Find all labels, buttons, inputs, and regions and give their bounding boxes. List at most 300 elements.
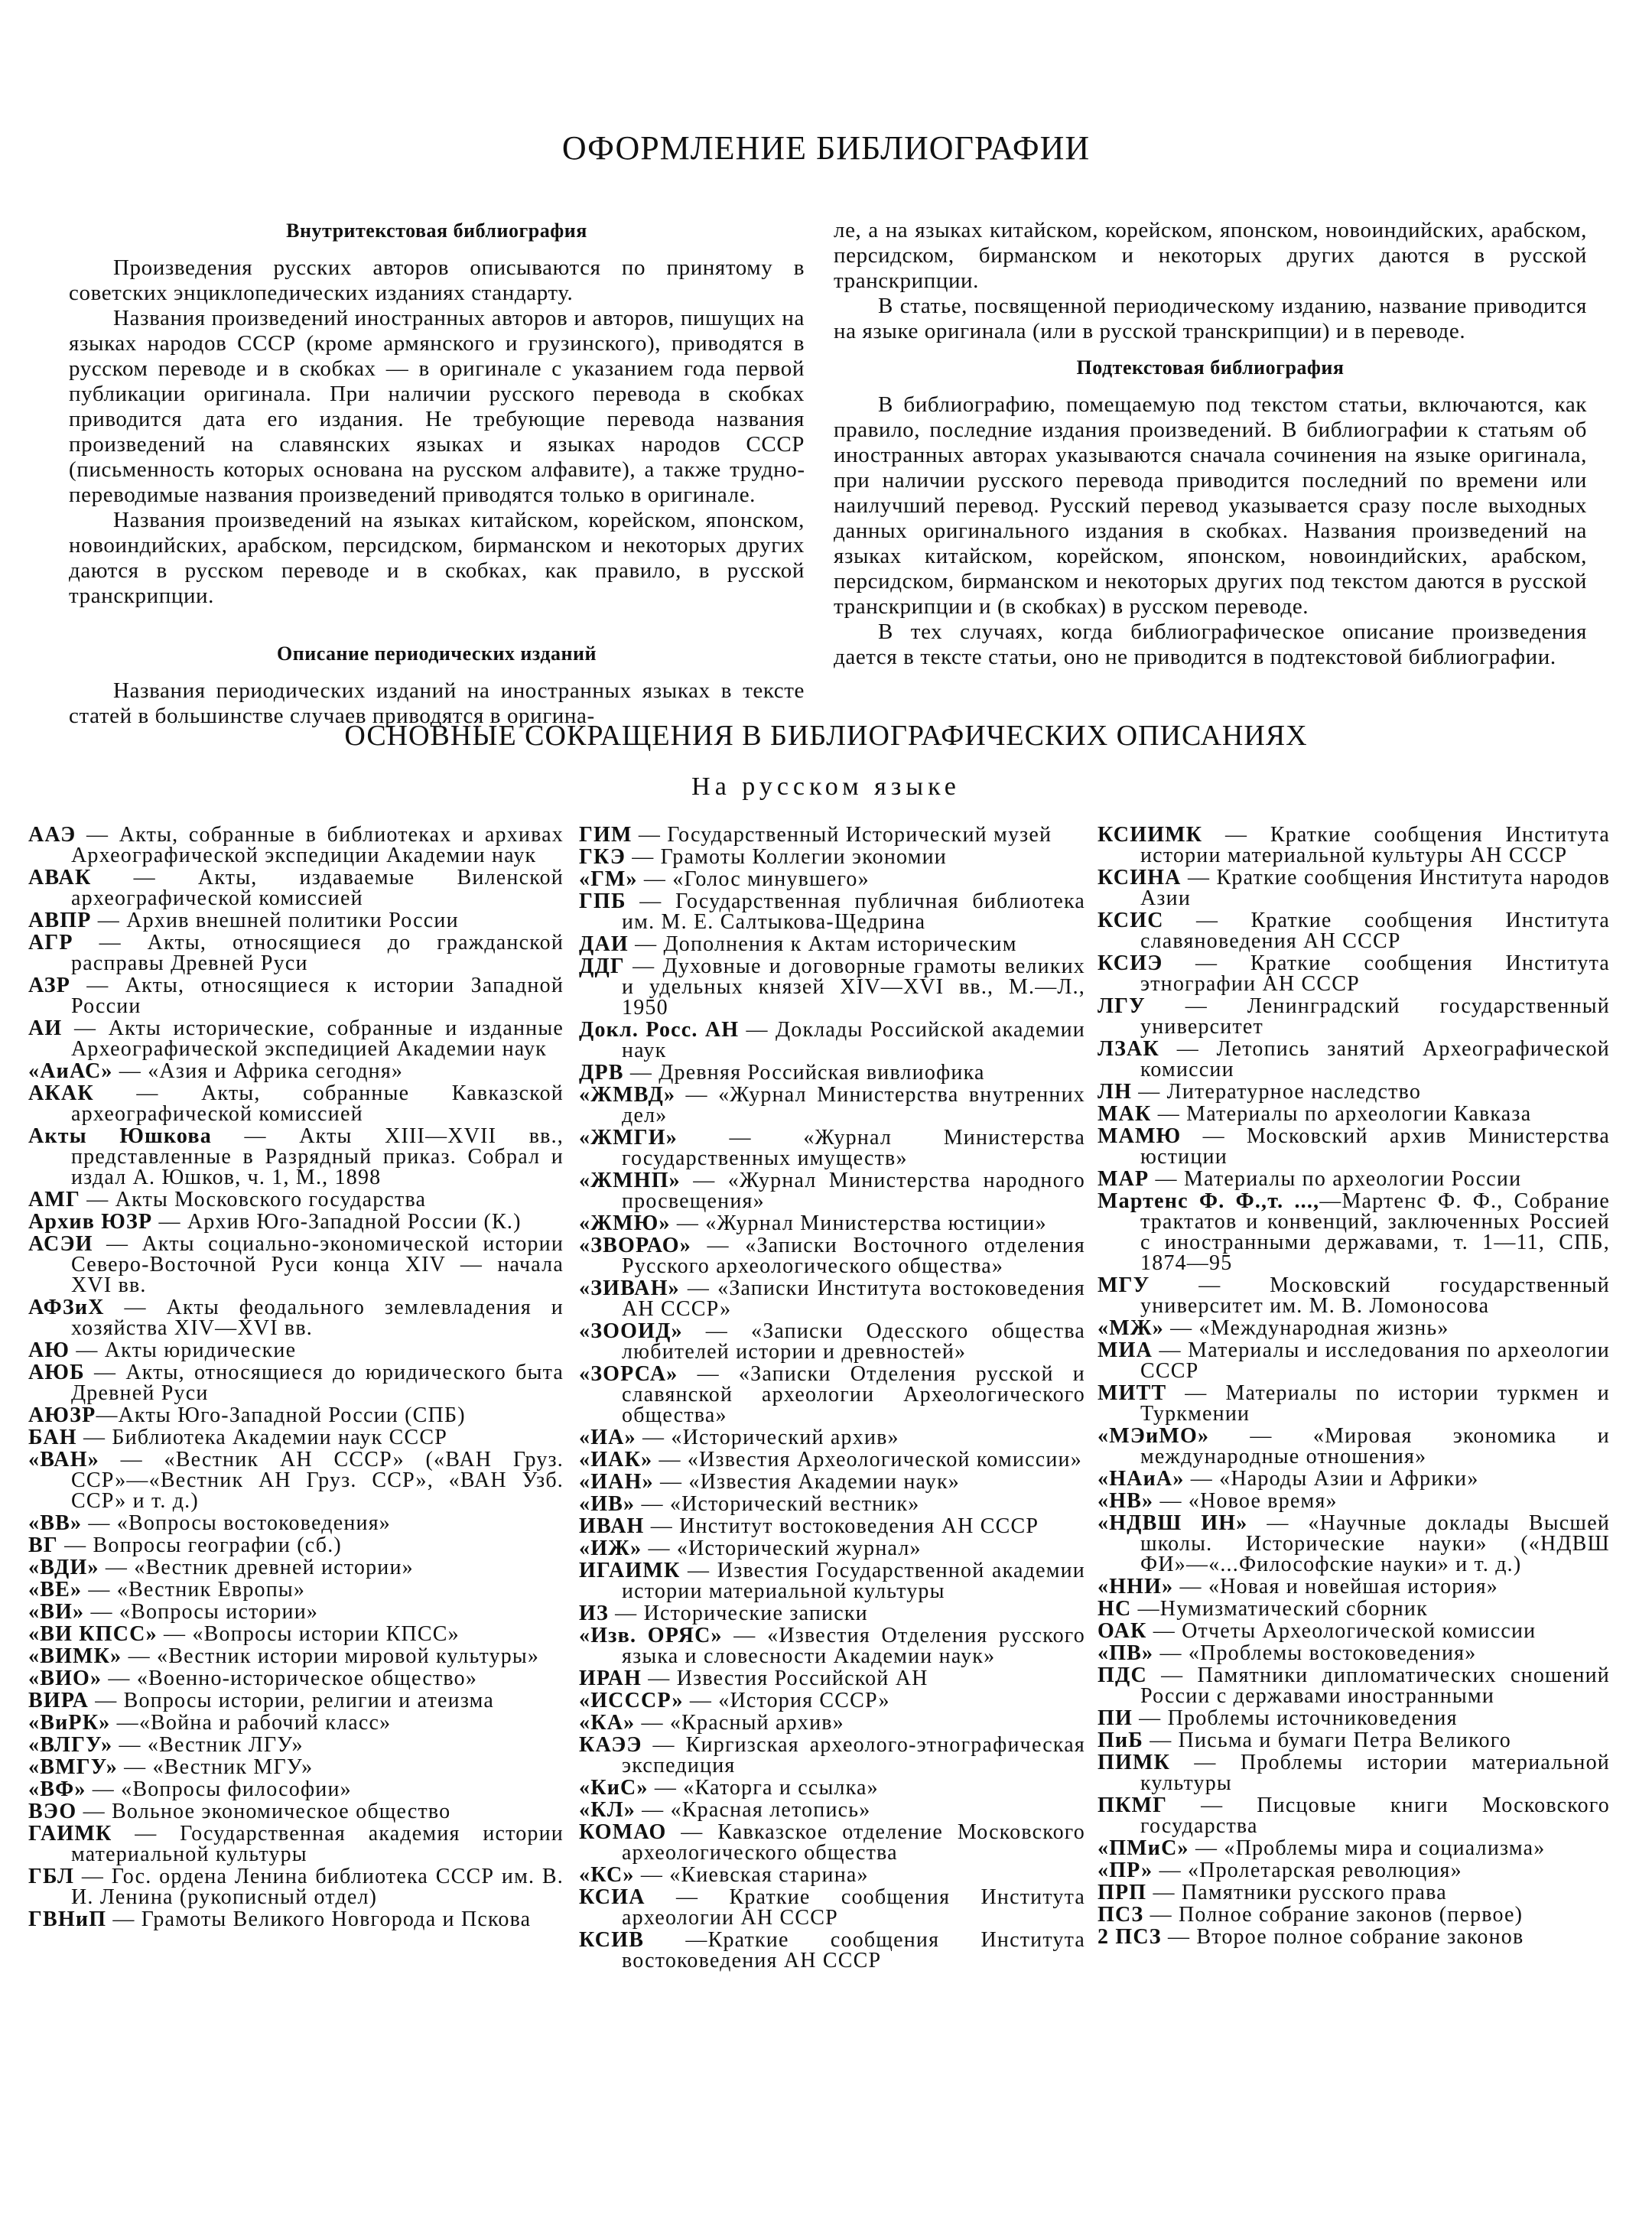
abbreviation-entry bbox=[579, 1321, 1085, 1362]
abbreviation-term: АМГ bbox=[28, 1188, 81, 1211]
abbreviation-definition: — Древняя Российская вивлиофика bbox=[623, 1061, 985, 1085]
abbreviation-definition: —Краткие сообщения Института востоковедения АН СССР bbox=[622, 1928, 1085, 1972]
abbreviation-term: ВИРА bbox=[28, 1689, 89, 1712]
abbreviation-definition: — «Вестник истории мировой культуры» bbox=[122, 1644, 540, 1668]
abbreviation-entry bbox=[28, 1126, 564, 1188]
abbreviation-entry bbox=[28, 1405, 564, 1426]
abbreviation-entry bbox=[28, 1211, 564, 1232]
abbreviation-entry bbox=[28, 1083, 564, 1124]
abbreviation-term: «ВИ КПСС» bbox=[28, 1622, 158, 1646]
abbreviation-definition: — Государственная академия истории материальной культуры bbox=[71, 1822, 564, 1866]
abbreviation-entry bbox=[1098, 1927, 1610, 1947]
paragraph: Названия произведений на языках китайском, корейском, японском, новоиндийских, арабском, персидском, бирманском и некоторых других даются в русском переводе и в скобках, как правило, в русской транскрипции. bbox=[69, 508, 805, 608]
abbreviation-entry bbox=[579, 1427, 1085, 1448]
abbreviation-entry bbox=[28, 1234, 564, 1296]
abbreviation-entry bbox=[28, 1668, 564, 1689]
abbreviation-term: «ИАК» bbox=[579, 1448, 653, 1472]
abbreviation-definition: — Киргизская археолого-этнографическая экспедиция bbox=[622, 1733, 1085, 1777]
abbreviation-term: «ЖМВД» bbox=[579, 1083, 676, 1107]
abbreviation-term: «ПР» bbox=[1098, 1859, 1153, 1882]
abbreviation-entry bbox=[1098, 1904, 1610, 1925]
abbreviation-definition: — Гос. ордена Ленина библиотека СССР им. В. И. Ленина (рукописный отдел) bbox=[71, 1865, 564, 1909]
abbreviation-term: ГБЛ bbox=[28, 1865, 75, 1888]
abbreviation-entry bbox=[28, 1018, 564, 1059]
abbreviation-definition: — «Новое время» bbox=[1153, 1489, 1338, 1513]
abbreviation-entry bbox=[1098, 1752, 1610, 1794]
abbreviation-definition: — «Журнал Министерства народного просвещения» bbox=[622, 1169, 1085, 1213]
abbreviation-definition: — «Журнал Министерства внутренних дел» bbox=[622, 1083, 1085, 1127]
abbreviation-definition: — Московский архив Министерства юстиции bbox=[1140, 1124, 1610, 1169]
abbreviation-term: Мартенс Ф. Ф.,т. ..., bbox=[1098, 1189, 1320, 1213]
abbreviation-definition: — «История СССР» bbox=[683, 1689, 890, 1712]
abbreviation-term: ЛЗАК bbox=[1098, 1037, 1159, 1061]
abbreviation-entry bbox=[1098, 1795, 1610, 1836]
paragraph: Произведения русских авторов описываются по принятому в советских энциклопедических изданиях стандарту. bbox=[69, 255, 805, 305]
abbreviation-definition: — «Проблемы мира и социализма» bbox=[1189, 1836, 1546, 1860]
abbreviation-term: КАЭЭ bbox=[579, 1733, 642, 1757]
abbreviation-definition: — Краткие сообщения Института истории материальной культуры АН СССР bbox=[1140, 823, 1610, 867]
abbreviation-definition: —Нумизматический сборник bbox=[1131, 1597, 1428, 1621]
abbreviation-definition: — Проблемы источниковедения bbox=[1132, 1706, 1458, 1730]
abbreviation-term: ГИМ bbox=[579, 823, 633, 847]
abbreviation-term: «ВАН» bbox=[28, 1448, 99, 1472]
abbreviation-definition: — «Записки Института востоковедения АН СССР» bbox=[622, 1276, 1085, 1321]
abbreviation-term: АКАК bbox=[28, 1081, 94, 1105]
abbreviation-entry bbox=[579, 891, 1085, 932]
abbreviation-term: «ННИ» bbox=[1098, 1575, 1174, 1598]
abbreviation-entry bbox=[28, 1712, 564, 1733]
abbreviation-entry bbox=[579, 1449, 1085, 1470]
abbreviation-definition: — Материалы по археологии Кавказа bbox=[1151, 1102, 1532, 1126]
abbreviation-entry bbox=[579, 956, 1085, 1018]
abbreviation-entry bbox=[579, 1603, 1085, 1624]
abbreviation-term: «НДВШ ИН» bbox=[1098, 1511, 1248, 1535]
abbreviation-definition: — «Журнал Министерства государственных имуществ» bbox=[622, 1126, 1085, 1170]
abbreviation-definition: — Материалы по археологии России bbox=[1149, 1167, 1522, 1191]
abbreviation-entry bbox=[579, 1930, 1085, 1971]
abbreviation-entry bbox=[1098, 1860, 1610, 1881]
abbreviation-entry bbox=[1098, 1468, 1610, 1489]
abbreviation-entry bbox=[579, 1494, 1085, 1514]
abbreviation-term: 2 ПСЗ bbox=[1098, 1925, 1162, 1949]
abbreviation-term: АСЭИ bbox=[28, 1232, 93, 1256]
abbreviation-definition: — Государственный Исторический музей bbox=[632, 823, 1052, 847]
abbreviation-entry bbox=[579, 1560, 1085, 1602]
paragraph: В статье, посвященной периодическому изданию, название приводится на языке оригинала (или в русской транскрипции) и в переводе. bbox=[834, 294, 1587, 343]
abbreviation-definition: — Акты феодального землевладения и хозяйства XIV—XVI вв. bbox=[71, 1296, 564, 1340]
abbreviation-entry bbox=[579, 1822, 1085, 1863]
abbreviation-definition: — «Вестник МГУ» bbox=[117, 1755, 314, 1779]
abbreviation-entry bbox=[579, 1235, 1085, 1276]
abbreviation-term: ВЭО bbox=[28, 1800, 77, 1823]
abbreviation-entry bbox=[579, 1170, 1085, 1211]
abbreviation-entry bbox=[579, 1887, 1085, 1928]
abbreviation-definition: — Акты социально-экономической истории Северо-Восточной Руси конца XIV — начала XVI вв. bbox=[71, 1232, 564, 1297]
abbreviation-entry bbox=[1098, 1708, 1610, 1729]
abbreviation-definition: — «Азия и Африка сегодня» bbox=[112, 1059, 404, 1083]
abbreviation-entry bbox=[1098, 1426, 1610, 1467]
abbreviation-term: «КиС» bbox=[579, 1776, 649, 1800]
abbreviation-definition: — Исторические записки bbox=[608, 1602, 868, 1625]
abbreviation-term: Акты Юшкова bbox=[28, 1124, 212, 1148]
abbreviation-definition: — Дополнения к Актам историческим bbox=[628, 932, 1017, 956]
abbreviation-term: ВГ bbox=[28, 1533, 58, 1557]
abbreviation-entry bbox=[28, 1823, 564, 1865]
abbreviation-term: «ЗИВАН» bbox=[579, 1276, 680, 1300]
abbreviation-entry bbox=[28, 1909, 564, 1930]
abbreviation-entry bbox=[1098, 1576, 1610, 1597]
abbreviation-entry bbox=[579, 1127, 1085, 1169]
abbreviation-entry bbox=[28, 1690, 564, 1711]
abbreviation-entry bbox=[28, 1061, 564, 1081]
abbreviation-term: «ВиРК» bbox=[28, 1711, 111, 1735]
abbreviation-term: АЮ bbox=[28, 1338, 70, 1362]
abbreviation-entry bbox=[579, 1712, 1085, 1733]
abbreviation-term: «ЗВОРАО» bbox=[579, 1234, 691, 1257]
abbreviation-definition: — Акты, относящиеся к истории Западной России bbox=[70, 974, 564, 1018]
abbreviation-definition: — Вопросы географии (сб.) bbox=[57, 1533, 342, 1557]
abbreviation-entry bbox=[579, 1213, 1085, 1234]
abbreviation-entry bbox=[1098, 953, 1610, 994]
abbreviation-entry bbox=[579, 1735, 1085, 1776]
abbreviation-term: «ИЖ» bbox=[579, 1537, 642, 1560]
abbreviation-definition: — «Пролетарская революция» bbox=[1153, 1859, 1462, 1882]
paragraph: В тех случаях, когда библиографическое описание произведения дается в тексте статьи, оно не приводится в подтекстовой библиографии. bbox=[834, 620, 1587, 669]
abbreviation-definition: — Акты Московского государства bbox=[80, 1188, 427, 1211]
abbreviation-term: МИТТ bbox=[1098, 1381, 1167, 1405]
abbreviation-term: «ВЛГУ» bbox=[28, 1733, 113, 1757]
abbreviation-term: АВАК bbox=[28, 866, 92, 889]
abbreviation-definition: — Известия Государственной академии истории материальной культуры bbox=[622, 1559, 1085, 1603]
abbreviation-term: МИА bbox=[1098, 1338, 1153, 1362]
abbreviation-entry bbox=[579, 1538, 1085, 1559]
abbreviation-term: АИ bbox=[28, 1016, 63, 1040]
abbreviation-term: «ВЕ» bbox=[28, 1578, 83, 1602]
abbreviation-entry bbox=[1098, 1340, 1610, 1381]
abbreviation-term: «ГМ» bbox=[579, 867, 638, 891]
abbreviation-term: ЛН bbox=[1098, 1080, 1133, 1104]
abbreviation-term: ДДГ bbox=[579, 955, 625, 978]
abbreviation-definition: — Институт востоковедения АН СССР bbox=[644, 1514, 1039, 1538]
abbreviation-definition: — Государственная публичная библиотека им. М. Е. Салтыкова-Щедрина bbox=[622, 889, 1085, 934]
abbreviation-term: ИВАН bbox=[579, 1514, 645, 1538]
abbreviation-term: БАН bbox=[28, 1426, 77, 1449]
abbreviation-definition: — Памятники дипломатических сношений России с державами иностранными bbox=[1140, 1664, 1610, 1708]
abbreviation-definition: — Архив Юго-Западной России (К.) bbox=[152, 1210, 522, 1234]
abbreviation-definition: — «Вестник АН СССР» («ВАН Груз. ССР»—«Вестник АН Груз. ССР», «ВАН Узб. ССР» и т. д.) bbox=[71, 1448, 564, 1513]
abbreviation-term: ИГАИМК bbox=[579, 1559, 681, 1582]
abbreviation-term: «НВ» bbox=[1098, 1489, 1154, 1513]
abbreviation-term: Докл. Росс. АН bbox=[579, 1018, 740, 1042]
abbreviation-entry bbox=[1098, 1191, 1610, 1273]
abbreviation-definition: — Акты XIII—XVII вв., представленные в Разрядный приказ. Собрал и издал А. Юшков, ч. 1, М., 1898 bbox=[71, 1124, 564, 1189]
abbreviation-entry bbox=[1098, 824, 1610, 866]
abbreviation-definition: — «Киевская старина» bbox=[634, 1863, 869, 1887]
abbreviation-entry bbox=[579, 824, 1085, 845]
abbreviation-definition: — «Журнал Министерства юстиции» bbox=[670, 1211, 1047, 1235]
abbreviation-term: «МЖ» bbox=[1098, 1316, 1164, 1340]
abbreviation-term: ПИМК bbox=[1098, 1751, 1171, 1774]
abbreviation-definition: — Акты, относящиеся до гражданской расправы Древней Руси bbox=[71, 931, 564, 975]
column-left bbox=[69, 218, 805, 729]
abbreviation-definition: — Известия Российской АН bbox=[642, 1667, 928, 1690]
abbreviation-term: «МЭиМО» bbox=[1098, 1424, 1210, 1448]
abbreviation-definition: — Памятники русского права bbox=[1146, 1881, 1447, 1904]
abbreviation-entry bbox=[1098, 910, 1610, 951]
abbreviation-entry bbox=[28, 1646, 564, 1667]
abbreviation-definition: — «Народы Азии и Африки» bbox=[1184, 1467, 1479, 1491]
abbreviation-term: ИРАН bbox=[579, 1667, 642, 1690]
abbreviation-entry bbox=[28, 1362, 564, 1403]
abbreviation-entry bbox=[1098, 1621, 1610, 1641]
abbreviation-term: «ИСССР» bbox=[579, 1689, 684, 1712]
abbreviation-definition: — «Записки Одесского общества любителей истории и древностей» bbox=[622, 1319, 1085, 1364]
abbreviations-title: ОСНОВНЫЕ СОКРАЩЕНИЯ В БИБЛИОГРАФИЧЕСКИХ ОПИСАНИЯХ bbox=[344, 720, 1308, 752]
abbreviation-term: «КЛ» bbox=[579, 1798, 636, 1822]
abbreviation-definition: — «Проблемы востоковедения» bbox=[1153, 1641, 1477, 1665]
section-heading-periodicals: Описание периодических изданий bbox=[277, 642, 597, 665]
abbreviation-term: КОМАО bbox=[579, 1820, 667, 1844]
abbreviation-entry bbox=[28, 1340, 564, 1361]
abbreviation-definition: — «Вопросы философии» bbox=[86, 1777, 352, 1801]
abbreviation-definition: —Мартенс Ф. Ф., Собрание трактатов и конвенций, заключенных Россией с иностранными державами, т. 1—11, СПБ, 1874—95 bbox=[1140, 1189, 1610, 1275]
abbreviation-entry bbox=[1098, 1665, 1610, 1706]
abbreviation-definition: — Ленинградский государственный университет bbox=[1140, 994, 1610, 1039]
abbreviation-entry bbox=[579, 1364, 1085, 1426]
abbreviation-definition: — Московский государственный университет им. М. В. Ломоносова bbox=[1140, 1273, 1610, 1318]
abbreviation-definition: — «Вопросы востоковедения» bbox=[82, 1511, 391, 1535]
abbreviation-entry bbox=[1098, 1039, 1610, 1080]
abbreviation-term: «НАиА» bbox=[1098, 1467, 1185, 1491]
abbreviation-entry bbox=[28, 1602, 564, 1622]
abbreviation-definition: — Писцовые книги Московского государства bbox=[1140, 1794, 1610, 1838]
abbreviation-term: МАР bbox=[1098, 1167, 1150, 1191]
abbreviation-definition: — «Записки Отделения русской и славянской археологии Археологического общества» bbox=[622, 1362, 1085, 1427]
abbreviation-definition: — «Вопросы истории КПСС» bbox=[157, 1622, 460, 1646]
abbreviation-definition: — «Известия Археологической комиссии» bbox=[652, 1448, 1082, 1472]
abbreviation-definition: — Акты, издаваемые Виленской археографической комиссией bbox=[71, 866, 564, 910]
abbreviation-term: АФЗиХ bbox=[28, 1296, 105, 1319]
abbreviation-term: «ВИМК» bbox=[28, 1644, 122, 1668]
abbreviation-term: «ПМиС» bbox=[1098, 1836, 1189, 1860]
abbreviation-term: ГВНиП bbox=[28, 1907, 107, 1931]
abbreviation-entry bbox=[28, 1866, 564, 1907]
paragraph: Названия периодических изданий на иностранных языках в тексте статей в большинстве случаев приводятся в оригина- bbox=[69, 678, 805, 728]
abbreviation-entry bbox=[28, 1624, 564, 1644]
abbreviation-definition: — «Исторический архив» bbox=[636, 1426, 899, 1449]
abbreviation-term: ДРВ bbox=[579, 1061, 624, 1085]
abbreviation-entry bbox=[28, 1535, 564, 1556]
page-title: ОФОРМЛЕНИЕ БИБЛИОГРАФИИ bbox=[561, 129, 1091, 167]
abbreviation-definition: — Литературное наследство bbox=[1132, 1080, 1422, 1104]
abbreviation-term: КСИЭ bbox=[1098, 951, 1163, 975]
abbreviation-term: «ПВ» bbox=[1098, 1641, 1154, 1665]
abbreviation-entry bbox=[1098, 1318, 1610, 1338]
abbreviation-definition: — «Красная летопись» bbox=[635, 1798, 871, 1822]
abbreviation-term: ПиБ bbox=[1098, 1729, 1144, 1752]
abbreviation-term: «ВДИ» bbox=[28, 1556, 99, 1579]
abbreviation-entry bbox=[1098, 1081, 1610, 1102]
abbreviation-entry bbox=[579, 1085, 1085, 1126]
abbreviation-term: «ВВ» bbox=[28, 1511, 83, 1535]
abbreviation-entry bbox=[579, 1690, 1085, 1711]
abbreviation-entry bbox=[1098, 1513, 1610, 1575]
abbreviation-entry bbox=[1098, 1882, 1610, 1903]
abbreviation-term: АЗР bbox=[28, 974, 71, 997]
abbreviation-term: ПИ bbox=[1098, 1706, 1133, 1730]
abbreviation-definition: — Краткие сообщения Института археологии АН СССР bbox=[622, 1885, 1085, 1930]
abbreviation-entry bbox=[28, 1449, 564, 1511]
abbreviation-definition: — «Каторга и ссылка» bbox=[648, 1776, 879, 1800]
abbreviation-entry bbox=[1098, 1126, 1610, 1167]
paragraph: ле, а на языках китайском, корейском, японском, новоиндийских, арабском, персидском, бирманском и некоторых других даются в русской транскрипции. bbox=[834, 218, 1587, 293]
abbreviation-term: ОАК bbox=[1098, 1619, 1147, 1643]
abbreviation-entry bbox=[28, 1735, 564, 1755]
abbreviation-entry bbox=[1098, 867, 1610, 909]
abbreviation-entry bbox=[579, 1800, 1085, 1820]
abbreviation-term: ГАИМК bbox=[28, 1822, 112, 1846]
abbreviation-definition: — «Военно-историческое общество» bbox=[102, 1667, 478, 1690]
abbreviation-entry bbox=[579, 1668, 1085, 1689]
abbreviation-definition: — Вольное экономическое общество bbox=[76, 1800, 451, 1823]
abbreviation-entry bbox=[1098, 996, 1610, 1037]
abbreviations-column-2 bbox=[579, 824, 1085, 1972]
abbreviation-term: ААЭ bbox=[28, 823, 76, 847]
abbreviations-subtitle: На русском языке bbox=[691, 772, 961, 801]
abbreviation-entry bbox=[1098, 1643, 1610, 1664]
abbreviation-definition: — Акты исторические, собранные и изданные Археографической экспедицией Академии наук bbox=[62, 1016, 564, 1061]
abbreviation-definition: — Отчеты Археологической комиссии bbox=[1146, 1619, 1537, 1643]
abbreviation-entry bbox=[579, 869, 1085, 889]
abbreviation-term: АГР bbox=[28, 931, 73, 955]
abbreviation-term: «ИАН» bbox=[579, 1470, 654, 1494]
abbreviation-term: МАМЮ bbox=[1098, 1124, 1182, 1148]
abbreviation-definition: — «Вестник древней истории» bbox=[99, 1556, 414, 1579]
abbreviation-term: ГКЭ bbox=[579, 845, 626, 869]
abbreviation-entry bbox=[579, 1865, 1085, 1885]
abbreviation-entry bbox=[579, 1777, 1085, 1798]
abbreviation-definition: — Архив внешней политики России bbox=[91, 909, 459, 932]
abbreviation-entry bbox=[28, 975, 564, 1016]
abbreviation-term: АВПР bbox=[28, 909, 92, 932]
abbreviation-definition: — «Исторический журнал» bbox=[642, 1537, 922, 1560]
abbreviation-entry bbox=[579, 1472, 1085, 1492]
abbreviation-definition: — «Мировая экономика и международные отношения» bbox=[1140, 1424, 1610, 1468]
abbreviation-term: КСИИМК bbox=[1098, 823, 1203, 847]
abbreviation-definition: — Краткие сообщения Института славяноведения АН СССР bbox=[1140, 909, 1610, 953]
abbreviation-definition: — Материалы по истории туркмен и Туркмении bbox=[1140, 1381, 1610, 1426]
abbreviation-definition: — Грамоты Коллегии экономии bbox=[626, 845, 947, 869]
abbreviation-term: КСИС bbox=[1098, 909, 1164, 932]
abbreviation-term: «ВМГУ» bbox=[28, 1755, 118, 1779]
paragraph: В библиографию, помещаемую под текстом статьи, включаются, как правило, последние издания произведений. В библиографии к статьям об иностранных авторах указываются сначала сочинения на языке оригинала, при наличии русского перевода приводится последний по времени или наилучший перевод. Русский перевод указывается сразу после выходных данных оригинального издания в скобках. Названия произведений на языках китайском, корейском, японском, новоиндийских, арабском, персидском, бирманском и некоторых других под текстом даются в русской транскрипции и (в скобках) в русском переводе. bbox=[834, 392, 1587, 619]
abbreviation-term: «ИА» bbox=[579, 1426, 636, 1449]
abbreviation-definition: — Вопросы истории, религии и атеизма bbox=[89, 1689, 495, 1712]
abbreviation-entry bbox=[28, 1189, 564, 1210]
column-right bbox=[834, 218, 1587, 670]
abbreviation-entry bbox=[28, 1801, 564, 1822]
abbreviation-definition: — Проблемы истории материальной культуры bbox=[1140, 1751, 1610, 1795]
abbreviation-entry bbox=[579, 1062, 1085, 1083]
abbreviation-definition: — Акты, собранные Кавказской археографической комиссией bbox=[71, 1081, 564, 1126]
abbreviation-entry bbox=[1098, 1383, 1610, 1424]
section-heading-footnote: Подтекстовая библиография bbox=[1076, 356, 1345, 379]
abbreviation-definition: — Доклады Российской академии наук bbox=[622, 1018, 1085, 1062]
abbreviation-definition: — Акты, собранные в библиотеках и архивах Археографической экспедиции Академии наук bbox=[71, 823, 564, 867]
abbreviation-definition: — Акты, относящиеся до юридического быта Древней Руси bbox=[71, 1361, 564, 1405]
abbreviation-term: «ЗОРСА» bbox=[579, 1362, 678, 1386]
abbreviation-term: «КА» bbox=[579, 1711, 636, 1735]
abbreviation-entry bbox=[579, 1020, 1085, 1061]
abbreviation-definition: — Полное собрание законов (первое) bbox=[1143, 1903, 1524, 1927]
abbreviation-term: ПКМГ bbox=[1098, 1794, 1168, 1817]
abbreviation-term: «ЖМЮ» bbox=[579, 1211, 671, 1235]
abbreviation-definition: — «Вестник ЛГУ» bbox=[112, 1733, 304, 1757]
abbreviation-term: «Изв. ОРЯС» bbox=[579, 1624, 723, 1647]
abbreviation-term: КСИА bbox=[579, 1885, 646, 1909]
abbreviation-definition: — Грамоты Великого Новгорода и Пскова bbox=[106, 1907, 532, 1931]
abbreviation-entry bbox=[28, 1513, 564, 1533]
abbreviation-term: КСИНА bbox=[1098, 866, 1182, 889]
abbreviation-definition: — «Известия Отделения русского языка и словесности Академии наук» bbox=[622, 1624, 1085, 1668]
abbreviation-term: ПРП bbox=[1098, 1881, 1147, 1904]
abbreviation-term: «ВИ» bbox=[28, 1600, 85, 1624]
abbreviation-term: «ЗООИД» bbox=[579, 1319, 683, 1343]
abbreviation-term: НС bbox=[1098, 1597, 1132, 1621]
abbreviation-entry bbox=[28, 1757, 564, 1777]
abbreviation-definition: — Краткие сообщения Института народов Азии bbox=[1140, 866, 1610, 910]
abbreviation-entry bbox=[28, 1579, 564, 1600]
abbreviation-term: Архив ЮЗР bbox=[28, 1210, 153, 1234]
abbreviation-definition: — «Известия Академии наук» bbox=[653, 1470, 960, 1494]
abbreviation-definition: — Кавказское отделение Московского археологического общества bbox=[622, 1820, 1085, 1865]
abbreviation-term: ДАИ bbox=[579, 932, 629, 956]
abbreviation-definition: — Материалы и исследования по археологии СССР bbox=[1140, 1338, 1610, 1383]
abbreviation-definition: — «Новая и новейшая история» bbox=[1173, 1575, 1498, 1598]
abbreviation-entry bbox=[1098, 1104, 1610, 1124]
abbreviation-definition: — «Исторический вестник» bbox=[635, 1492, 920, 1516]
abbreviation-entry bbox=[579, 934, 1085, 955]
abbreviation-entry bbox=[28, 910, 564, 931]
abbreviation-term: ИЗ bbox=[579, 1602, 609, 1625]
abbreviation-definition: — Библиотека Академии наук СССР bbox=[76, 1426, 448, 1449]
abbreviation-term: «ЖМГИ» bbox=[579, 1126, 678, 1150]
abbreviation-definition: — «Международная жизнь» bbox=[1163, 1316, 1449, 1340]
abbreviation-entry bbox=[1098, 1838, 1610, 1859]
abbreviation-entry bbox=[1098, 1169, 1610, 1189]
abbreviation-term: МАК bbox=[1098, 1102, 1152, 1126]
abbreviation-term: КСИВ bbox=[579, 1928, 645, 1952]
abbreviation-entry bbox=[1098, 1491, 1610, 1511]
abbreviation-definition: — Письма и бумаги Петра Великого bbox=[1143, 1729, 1511, 1752]
abbreviation-entry bbox=[579, 847, 1085, 867]
abbreviation-definition: — «Голос минувшего» bbox=[637, 867, 870, 891]
abbreviation-definition: — «Научные доклады Высшей школы. Исторические науки» («НДВШ ФИ»—«...Философские науки» и т. д.) bbox=[1140, 1511, 1611, 1576]
abbreviations-column-1 bbox=[28, 824, 564, 1931]
abbreviation-term: АЮЗР bbox=[28, 1403, 96, 1427]
abbreviation-entry bbox=[1098, 1730, 1610, 1751]
abbreviation-entry bbox=[28, 1427, 564, 1448]
abbreviation-term: «АиАС» bbox=[28, 1059, 113, 1083]
abbreviation-definition: —Акты Юго-Западной России (СПБ) bbox=[96, 1403, 466, 1427]
section-heading-intext: Внутритекстовая библиография bbox=[286, 220, 587, 242]
abbreviation-term: МГУ bbox=[1098, 1273, 1150, 1297]
abbreviation-entry bbox=[28, 1779, 564, 1800]
abbreviation-definition: — Краткие сообщения Института этнографии АН СССР bbox=[1140, 951, 1610, 996]
abbreviation-entry bbox=[1098, 1275, 1610, 1316]
abbreviation-entry bbox=[28, 932, 564, 974]
abbreviation-term: «КС» bbox=[579, 1863, 635, 1887]
